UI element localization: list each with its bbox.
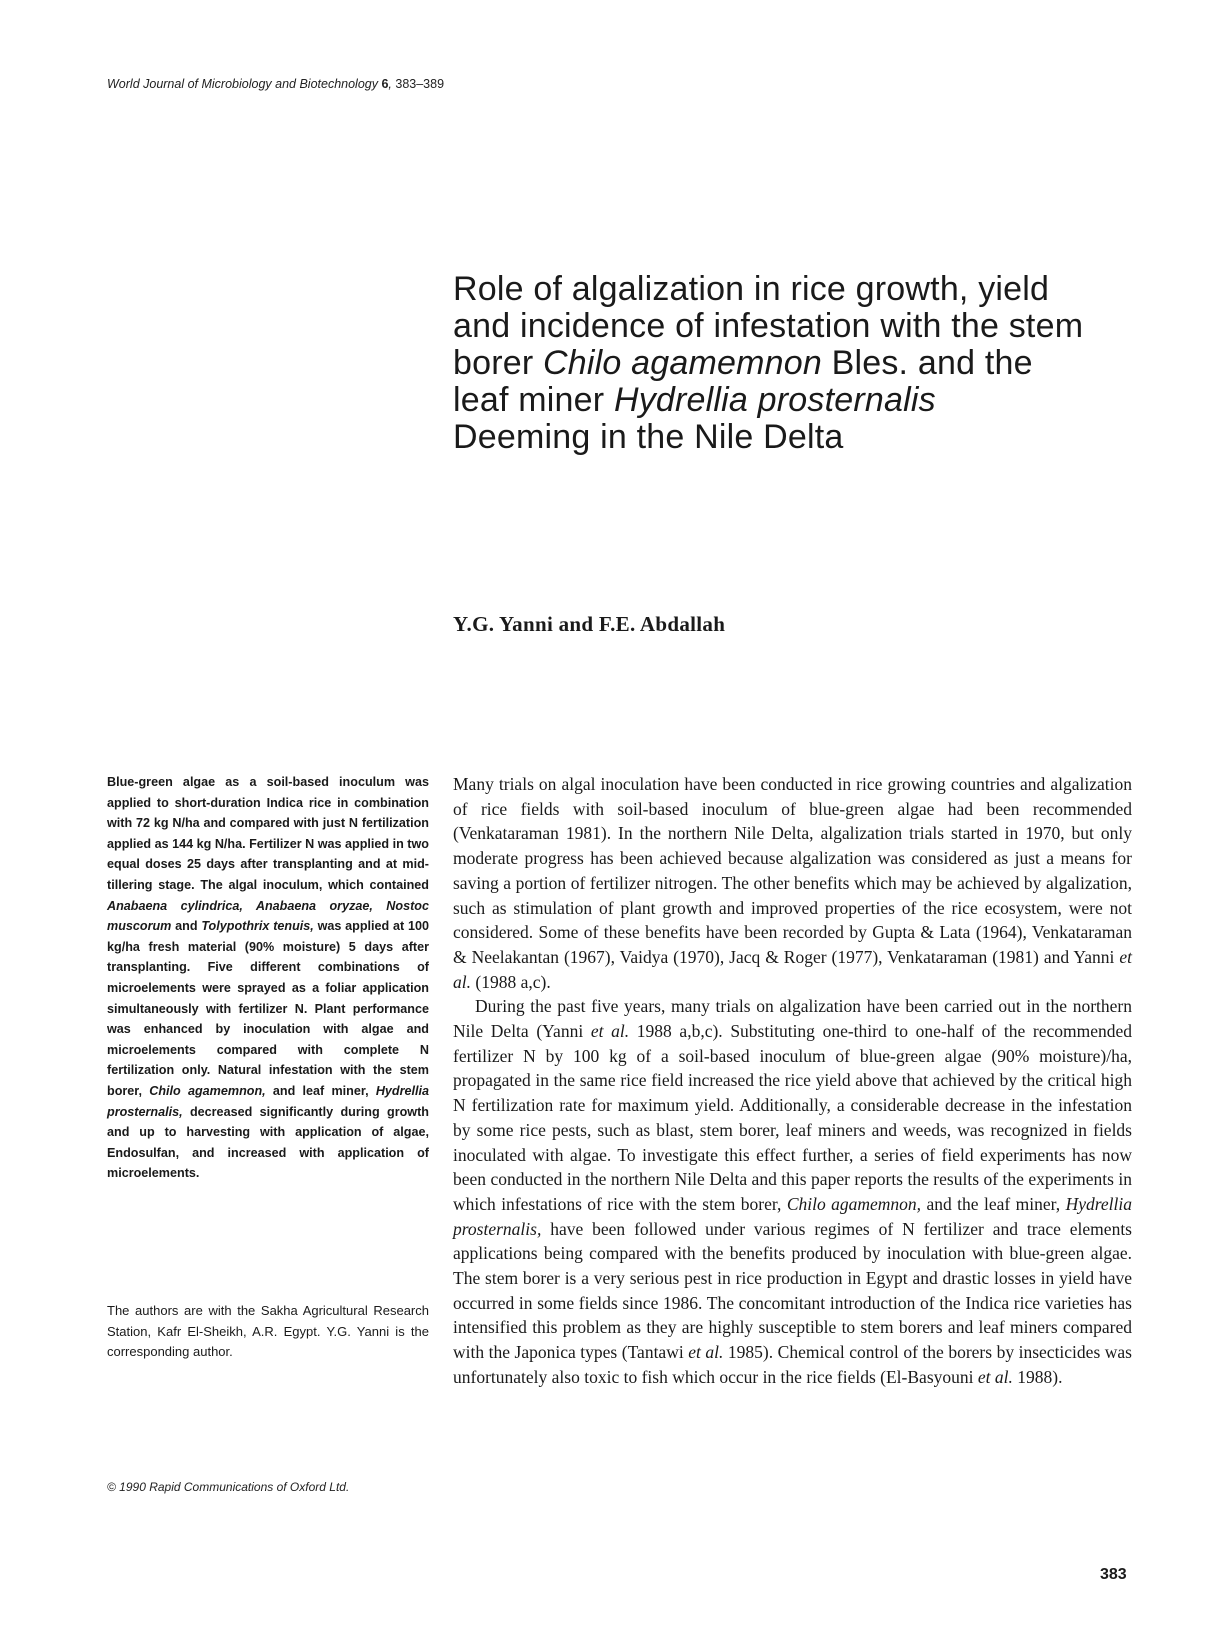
et-al: et al. <box>453 946 1132 992</box>
abstract-text: and leaf miner, <box>265 1083 376 1098</box>
abstract-text: decreased significantly during growth and up to harvesting with application of algae, Endosulfan, and increased with application of microelements. <box>107 1104 429 1181</box>
body-text-run: and the leaf miner, <box>921 1193 1066 1214</box>
title-line-5: Deeming in the Nile Delta <box>453 418 844 456</box>
journal-volume: 6 <box>381 77 389 91</box>
body-paragraph-1 <box>453 772 1132 994</box>
body-text-run: Many trials on algal inoculation have been conducted in rice growing countries and algalization of rice fields with soil-based inoculum of blue-green algae had been recommended (Venkataraman 1981). In the northern Nile Delta, algalization trials started in 1970, but only moderate progress has been achieved because algalization was considered as just a means for saving a portion of fertilizer nitrogen. The other benefits which may be achieved by algalization, such as stimulation of plant growth and improved properties of the rice ecosystem, were not considered. Some of these benefits have been recorded by Gupta & Lata (1964), Venkataraman & Neelakantan (1967), Vaidya (1970), Jacq & Roger (1977), Venkataraman (1981) and Yanni <box>453 774 1132 967</box>
body-paragraph-2 <box>453 994 1132 1389</box>
title-line-3 <box>453 345 1153 382</box>
body-text-run: 1988). <box>1012 1366 1063 1387</box>
species-name: Chilo agamemnon, <box>149 1083 266 1098</box>
body-text-run: (1988 a,c). <box>471 971 551 992</box>
authors: Y.G. Yanni and F.E. Abdallah <box>453 612 726 636</box>
article-title <box>453 271 1153 456</box>
et-al: et al. <box>688 1342 724 1363</box>
species-name: Anabaena cylindrica, Anabaena oryzae, Nostoc muscorum <box>107 898 429 934</box>
body-text <box>453 772 1132 1390</box>
et-al: et al. <box>977 1366 1013 1387</box>
species-name: Chilo agamemnon, <box>786 1193 922 1214</box>
title-text: Bles. and the <box>821 344 1033 382</box>
et-al: et al. <box>590 1021 630 1042</box>
copyright-notice: © 1990 Rapid Communications of Oxford Ltd. <box>107 1480 350 1494</box>
title-text: borer <box>453 344 544 382</box>
species-name: Hydrellia prosternalis, <box>453 1193 1132 1239</box>
title-line-2: and incidence of infestation with the stem <box>453 307 1084 345</box>
abstract-text: Blue-green algae as a soil-based inoculum was applied to short-duration Indica rice in combination with 72 kg N/ha and compared with just N fertilization applied as 144 kg N/ha. Fertilizer N was applied in two equal doses 25 days after transplanting and at mid-tillering stage. The algal inoculum, which contained <box>107 775 429 892</box>
journal-name: World Journal of Microbiology and Biotechnology <box>107 77 378 91</box>
species-name: Hydrellia prosternalis <box>613 381 936 419</box>
page-number: 383 <box>1100 1566 1127 1583</box>
body-text-run: During the past five years, many trials on algalization have been carried out in the northern Nile Delta (Yanni <box>453 996 1132 1042</box>
body-text-run: 1988 a,b,c). Substituting one-third to one-half of the recommended fertilizer N by 100 kg of a soil-based inoculum of blue-green algae (90% moisture)/ha, propagated in the same rice field increased the rice yield above that achieved by the critical high N fertilization rate for maximum yield. Additionally, a considerable decrease in the infestation by some rice pests, such as blast, stem borer, leaf miners and weeds, was recognized in fields inoculated with algae. To investigate this effect further, a series of field experiments has now been conducted in the northern Nile Delta and this paper reports the results of the experiments in which infestations of rice with the stem borer, <box>453 1021 1132 1214</box>
title-line-4 <box>453 382 1153 419</box>
body-text-run: have been followed under various regimes of N fertilizer and trace elements applications being compared with the benefits produced by inoculation with blue-green algae. The stem borer is a very serious pest in rice production in Egypt and drastic losses in yield have occurred in some fields since 1986. The concomitant introduction of the Indica rice varieties has intensified this problem as they are highly susceptible to stem borers and leaf miners compared with the Japonica types (Tantawi <box>453 1218 1132 1363</box>
running-head: World Journal of Microbiology and Biotechnology 6, 383–389 <box>107 77 445 91</box>
species-name: Hydrellia prosternalis, <box>107 1083 430 1119</box>
body-text-run: 1985). Chemical control of the borers by insecticides was unfortunately also toxic to fish which occur in the rice fields (El-Basyouni <box>453 1342 1132 1387</box>
abstract-text: and <box>171 919 202 934</box>
title-text: leaf miner <box>453 381 614 419</box>
abstract-text: was applied at 100 kg/ha fresh material (90% moisture) 5 days after transplanting. Five different combinations of microelements were sprayed as a foliar application simultaneously with fertilizer N. Plant performance was enhanced by inoculation with algae and microelements compared with complete N fertilization only. Natural infestation with the stem borer, <box>107 919 429 1098</box>
journal-pages: 383–389 <box>395 77 445 91</box>
author-affiliation: The authors are with the Sakha Agricultural Research Station, Kafr El-Sheikh, A.R. Egypt. Y.G. Yanni is the corresponding author. <box>107 1303 429 1359</box>
abstract <box>107 772 429 1184</box>
title-line-1: Role of algalization in rice growth, yield <box>453 270 1050 308</box>
species-name: Tolypothrix tenuis, <box>201 919 314 934</box>
species-name: Chilo agamemnon <box>543 344 822 382</box>
